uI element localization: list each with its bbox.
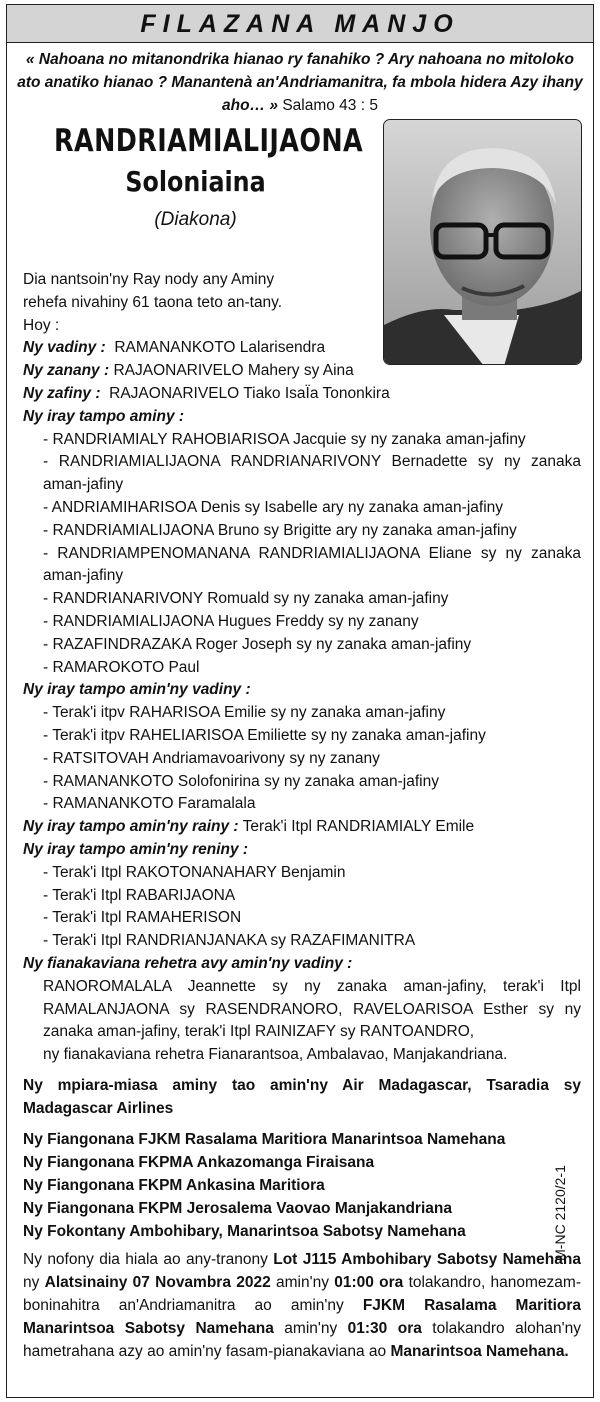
list-item: - Terak'i Itpl RAKOTONANAHARY Benjamin (43, 863, 346, 881)
list-item: - RANDRIAMPENOMANANA RANDRIAMIALIJAONA Eliane sy ny zanaka aman-jafiny (43, 544, 581, 585)
notice-body (7, 269, 593, 1363)
verse-reference: Salamo 43 : 5 (282, 97, 378, 114)
deceased-surname: RANDRIAMIALIJAONA (54, 123, 364, 159)
spouse-label: Ny vadiny : (23, 339, 106, 357)
list-item: - RANDRIAMIALIJAONA Bruno sy Brigitte ary ny zanaka aman-jafiny (43, 521, 517, 539)
notice-frame (6, 4, 594, 1398)
list-item: - Terak'i Itpl RAMAHERISON (43, 909, 242, 927)
children-value: RAJAONARIVELO Mahery sy Aina (113, 362, 354, 380)
closing-paragraph (23, 1249, 581, 1363)
colleagues-line: Ny mpiara-miasa aminy tao amin'ny Air Madagascar, Tsaradia sy Madagascar Airlines (23, 1076, 581, 1117)
notice-header: FILAZANA MANJO (7, 5, 593, 43)
paternal-siblings-label: Ny iray tampo amin'ny rainy : (23, 818, 239, 836)
list-item: - RATSITOVAH Andriamavoarivony sy ny zanany (43, 749, 380, 767)
reference-code (540, 1148, 580, 1278)
family-last-line: ny fianakaviana rehetra Fianarantsoa, Ambalavao, Manjakandriana. (43, 1046, 508, 1064)
closing-text: Ny nofony dia hiala ao any-tranony (23, 1251, 274, 1269)
name-block (7, 117, 593, 269)
intro-line: rehefa nivahiny 61 taona teto an-tany. (23, 293, 283, 311)
grandchildren-value: RAJAONARIVELO Tiako IsaÏa Tononkira (109, 384, 390, 402)
list-item: - RANDRIAMIALY RAHOBIARISOA Jacquie sy ny zanaka aman-jafiny (43, 430, 526, 448)
grandchildren-line (23, 383, 581, 406)
list-item: - RAMANANKOTO Faramalala (43, 795, 256, 813)
paternal-siblings-line (23, 816, 581, 839)
closing-address: Lot J115 Ambohibary Sabotsy Namehana (273, 1251, 581, 1269)
intro-line: Hoy : (23, 316, 60, 334)
spouse-siblings-label: Ny iray tampo amin'ny vadiny : (23, 681, 251, 699)
list-item: - Terak'i itpv RAHELIARISOA Emiliette sy ny zanaka aman-jafiny (43, 726, 486, 744)
church-item: Ny Fiangonana FJKM Rasalama Maritiora Manarintsoa Namehana (23, 1131, 506, 1149)
verse-text: « Nahoana no mitanondrika hianao ry fanahiko ? Ary nahoana no mitoloko ato anatiko hianao ? Manantenà an'Andriamanitra, fa mbola hidera Azy ihany aho… » (17, 51, 583, 114)
closing-text: amin'ny (270, 1274, 335, 1292)
list-item: - Terak'i itpv RAHARISOA Emilie sy ny zanaka aman-jafiny (43, 704, 446, 722)
church-item: Ny Fiangonana FKPM Ankasina Maritiora (23, 1177, 325, 1195)
churches-list (23, 1128, 581, 1243)
paternal-siblings-value: Terak'i Itpl RANDRIAMIALY Emile (242, 818, 475, 836)
list-item: - RANDRIAMIALIJAONA Hugues Freddy sy ny zanany (43, 612, 419, 630)
deceased-given-name: Soloniaina (125, 165, 266, 198)
grandchildren-label: Ny zafiny : (23, 384, 101, 402)
bible-verse (7, 43, 593, 117)
list-item: - Terak'i Itpl RANDRIANJANAKA sy RAZAFIMANITRA (43, 932, 416, 950)
list-item: - RAMAROKOTO Paul (43, 658, 200, 676)
closing-burial-place: Manarintsoa Namehana. (390, 1342, 569, 1360)
children-label: Ny zanany : (23, 362, 110, 380)
list-item: - Terak'i Itpl RABARIJAONA (43, 886, 236, 904)
reference-code-text: M-NC 2120/2-1 (552, 1165, 568, 1261)
closing-text: tolakandro, hanomezam-boninahitra an'Andriamanitra ao amin'ny (23, 1274, 581, 1315)
maternal-siblings-label: Ny iray tampo amin'ny reniny : (23, 840, 249, 858)
church-item: Ny Fokontany Ambohibary, Manarintsoa Sabotsy Namehana (23, 1223, 466, 1241)
closing-text: amin'ny (273, 1319, 348, 1337)
closing-date: Alatsinainy 07 Novambra 2022 (44, 1274, 271, 1292)
family-label: Ny fianakaviana rehetra avy amin'ny vadiny : (23, 954, 353, 972)
intro-line: Dia nantsoin'ny Ray nody any Aminy (23, 271, 275, 288)
list-item: - RANDRIANARIVONY Romuald sy ny zanaka aman-jafiny (43, 590, 449, 608)
closing-text: tolakandro alohan'ny hametrahana azy ao amin'ny fasam-pianakaviana ao (23, 1319, 581, 1360)
closing-text: ny (23, 1274, 45, 1292)
list-item: - RAMANANKOTO Solofonirina sy ny zanaka aman-jafiny (43, 772, 439, 790)
closing-time: 01:00 ora (334, 1274, 404, 1292)
siblings-label: Ny iray tampo aminy : (23, 407, 185, 425)
closing-church: FJKM Rasalama Maritiora Manarintsoa Sabotsy Namehana (23, 1297, 581, 1337)
church-item: Ny Fiangonana FKPMA Ankazomanga Firaisana (23, 1154, 375, 1172)
church-item: Ny Fiangonana FKPM Jerosalema Vaovao Manjakandriana (23, 1200, 452, 1218)
portrait-photo-icon (383, 119, 582, 365)
list-item: - RANDRIAMIALIJAONA RANDRIANARIVONY Bernadette sy ny zanaka aman-jafiny (43, 453, 581, 494)
list-item: - RAZAFINDRAZAKA Roger Joseph sy ny zanaka aman-jafiny (43, 635, 472, 653)
list-item: - ANDRIAMIHARISOA Denis sy Isabelle ary ny zanaka aman-jafiny (43, 498, 504, 516)
spouse-value: RAMANANKOTO Lalarisendra (114, 339, 326, 357)
deceased-title: (Diakona) (154, 209, 237, 230)
family-text: RANOROMALALA Jeannette sy ny zanaka aman-jafiny, terak'i Itpl RAMALANJAONA sy RASENDRANORO, RAVELOARISOA Esther sy ny zanaka aman-jafiny, terak'i Itpl RAINIZAFY sy RANTOANDRO, (43, 977, 581, 1041)
closing-time: 01:30 ora (347, 1319, 422, 1337)
